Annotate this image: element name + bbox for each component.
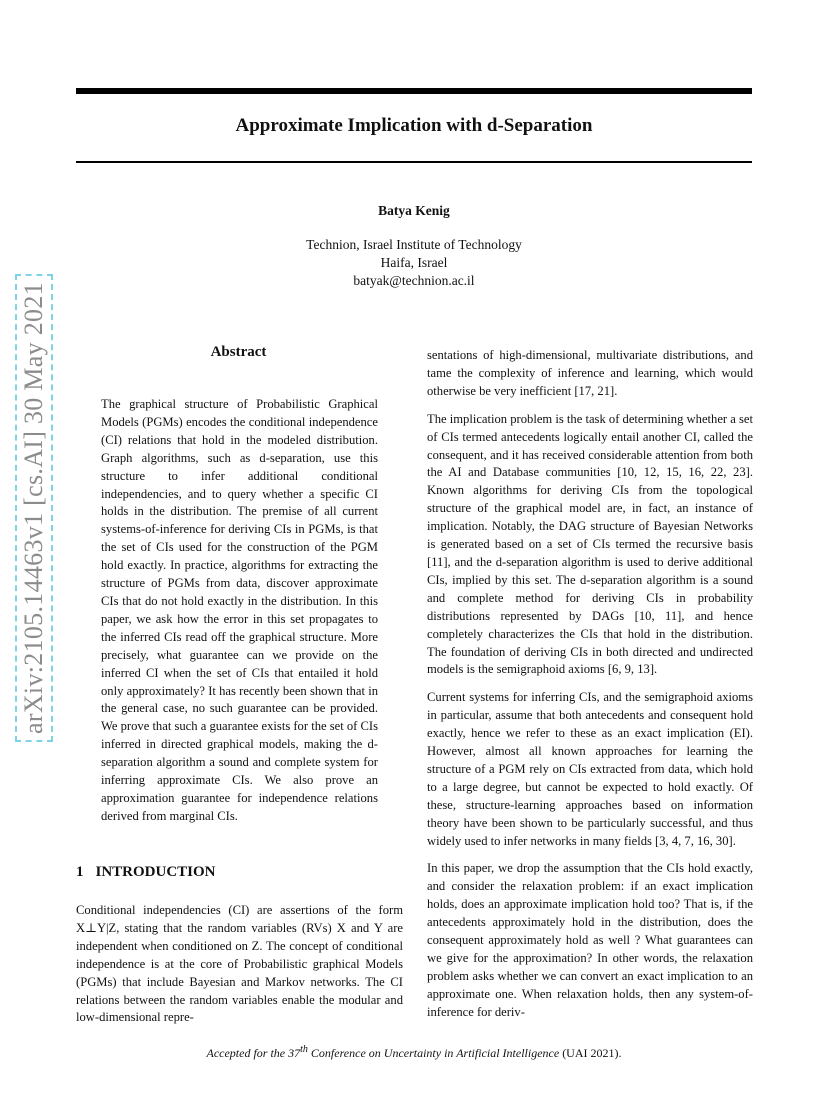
footer-prefix: Accepted for the 37 <box>206 1046 301 1060</box>
title-bottom-rule <box>76 161 752 163</box>
right-paragraph-1: sentations of high-dimensional, multivariate distributions, and tame the complexity of inference and learning, which would otherwise be very inefficient [17, 21]. <box>427 348 753 398</box>
arxiv-watermark <box>14 263 54 753</box>
affiliation-block <box>76 236 752 290</box>
paper-title: Approximate Implication with d-Separation <box>235 115 593 136</box>
footer-conference: Conference on Uncertainty in Artificial Intelligence <box>307 1046 560 1060</box>
section-title: INTRODUCTION <box>95 864 216 880</box>
title-top-rule <box>76 88 752 94</box>
abstract-heading: Abstract <box>210 344 267 360</box>
affiliation-city: Haifa, Israel <box>380 255 448 270</box>
footer-venue: (UAI 2021). <box>562 1046 622 1060</box>
arxiv-watermark-text: arXiv:2105.14463v1 [cs.AI] 30 May 2021 <box>15 274 53 742</box>
right-column <box>427 347 753 1032</box>
right-paragraph-3: Current systems for inferring CIs, and the semigraphoid axioms in particular, assume that both antecedents and consequent hold exactly, hence we refer to these as an exact implication (EI). However, almost all known approaches for learning the structure of a PGM rely on CIs extracted from data, which hold to a large degree, but cannot be expected to hold exactly. Of these, structure-learning approaches based on information theory have been shown to be particularly successful, and thus widely used to infer networks in many fields [3, 4, 7, 16, 30]. <box>427 690 753 848</box>
footer-note <box>76 1044 752 1061</box>
footer-superscript: th <box>300 1044 308 1055</box>
section-heading-introduction <box>76 864 216 881</box>
right-paragraph-4: In this paper, we drop the assumption that the CIs hold exactly, and consider the relaxation problem: if an exact implication holds, does an approximate implication hold too? That is, if the antecedents approximately hold in the distribution, does the consequent approximately hold as well ? What guarantees can we give for the approximation? In other words, the relaxation problem asks whether we can convert an exact implication to an approximate one. When relaxation holds, then any system-of-inference for deriv- <box>427 861 753 1019</box>
affiliation-email[interactable]: batyak@technion.ac.il <box>353 273 475 288</box>
abstract-text: The graphical structure of Probabilistic Graphical Models (PGMs) encodes the conditional independence (CI) relations that hold in the modeled distribution. Graph algorithms, such as d-separation, use this structure to infer additional conditional independencies, and to query whether a specific CI holds in the distribution. The premise of all current systems-of-inference for deriving CIs in PGMs, is that the set of CIs used for the construction of the PGM hold exactly. In practice, algorithms for extracting the structure of PGMs from data, discover approximate CIs that do not hold exactly in the distribution. In this paper, we ask how the error in this set propagates to the inferred CIs read off the graphical structure. More precisely, what guarantee can we provide on the inferred CI when the set of CIs that entailed it hold only approximately? It has recently been shown that in the general case, no such guarantee can be provided. We prove that such a guarantee exists for the set of CIs inferred in directed graphical models, making the d-separation algorithm a sound and complete system for inferring approximate CIs. We also prove an approximation guarantee for independence relations derived from marginal CIs. <box>101 397 379 823</box>
introduction-paragraph: Conditional independencies (CI) are assertions of the form X⊥Y|Z, stating that the random variables (RVs) X and Y are independent when conditioned on Z. The concept of conditional independence is at the core of Probabilistic graphical Models (PGMs) that include Bayesian and Markov networks. The CI relations between the random variables enable the modular and low-dimensional repre- <box>76 903 403 1025</box>
section-number: 1 <box>76 864 84 880</box>
right-paragraph-2: The implication problem is the task of determining whether a set of CIs termed antecedents logically entail another CI, called the consequent, and it has received considerable attention from both the AI and Database communities [10, 12, 15, 16, 22, 23]. Known algorithms for deriving CIs from the topological structure of the graphical model are, in fact, an instance of implication. Notably, the DAG structure of Bayesian Networks is generated based on a set of CIs termed the recursive basis [11], and the d-separation algorithm is used to derive additional CIs, implied by this set. The d-separation algorithm is a sound and complete method for deriving CIs in probability distributions represented by DAGs [10, 11], and hence completely characterizes the CIs that hold in the distribution. The foundation of deriving CIs in both directed and undirected models is the semigraphoid axioms [6, 9, 13]. <box>427 411 753 677</box>
affiliation-institution: Technion, Israel Institute of Technology <box>306 237 522 252</box>
author-name: Batya Kenig <box>378 203 450 218</box>
